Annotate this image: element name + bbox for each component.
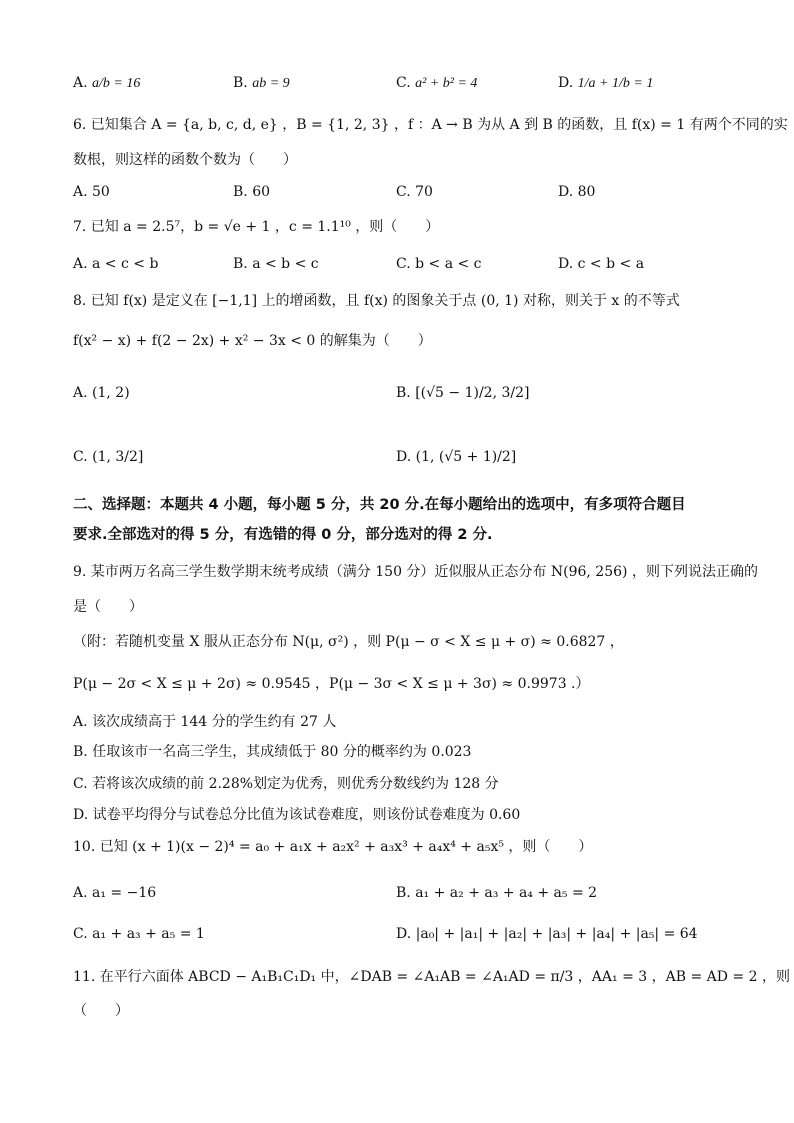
q6-option-b: B. 60 bbox=[233, 184, 271, 200]
section-2-heading-line2: 要求.全部选对的得 5 分，有选错的得 0 分，部分选对的得 2 分. bbox=[73, 527, 493, 543]
section-2-heading-line1: 二、选择题：本题共 4 小题，每小题 5 分，共 20 分.在每小题给出的选项中，有多项符合题目 bbox=[73, 497, 686, 513]
q7-option-c: C. b < a < c bbox=[396, 256, 482, 272]
q7-option-d: D. c < b < a bbox=[558, 256, 645, 272]
q8-option-d: D. (1, (√5 + 1)/2] bbox=[396, 449, 517, 465]
q8-option-c: C. (1, 3/2] bbox=[73, 449, 144, 465]
q10-option-c: C. a₁ + a₃ + a₅ = 1 bbox=[73, 926, 205, 942]
q9-option-c: C. 若将该次成绩的前 2.28%划定为优秀，则优秀分数线约为 128 分 bbox=[73, 776, 499, 792]
q7-stem: 7. 已知 a = 2.5⁷，b = √e + 1 ，c = 1.1¹⁰ ，则（ ） bbox=[73, 219, 440, 235]
q7-option-b: B. a < b < c bbox=[233, 256, 319, 272]
q5-option-a: A. a/b = 16 bbox=[73, 75, 141, 91]
q8-stem-line2: f(x² − x) + f(2 − 2x) + x² − 3x < 0 的解集为（ ） bbox=[73, 333, 432, 349]
q6-stem-line2: 数根，则这样的函数个数为（ ） bbox=[73, 152, 297, 168]
q6-option-c: C. 70 bbox=[396, 184, 433, 200]
q7-option-a: A. a < c < b bbox=[73, 256, 159, 272]
q6-option-d: D. 80 bbox=[558, 184, 596, 200]
q6-stem-line1: 6. 已知集合 A = {a, b, c, d, e} ，B = {1, 2, 3} ，f ：A → B 为从 A 到 B 的函数，且 f(x) = 1 有两个不同的实 bbox=[73, 117, 788, 133]
q8-option-b: B. [(√5 − 1)/2, 3/2] bbox=[396, 385, 530, 401]
q5-option-d: D. 1/a + 1/b = 1 bbox=[558, 75, 654, 91]
q5-option-b: B. ab = 9 bbox=[233, 75, 290, 91]
q9-option-a: A. 该次成绩高于 144 分的学生约有 27 人 bbox=[73, 714, 337, 730]
q11-stem-line2: （ ） bbox=[73, 1003, 129, 1019]
q9-option-d: D. 试卷平均得分与试卷总分比值为该试卷难度，则该份试卷难度为 0.60 bbox=[73, 807, 521, 823]
q10-stem: 10. 已知 (x + 1)(x − 2)⁴ = a₀ + a₁x + a₂x² + a₃x³ + a₄x⁴ + a₅x⁵ ，则（ ） bbox=[73, 839, 593, 855]
q9-option-b: B. 任取该市一名高三学生，其成绩低于 80 分的概率约为 0.023 bbox=[73, 744, 472, 760]
q9-note-line2: P(μ − 2σ < X ≤ μ + 2σ) ≈ 0.9545 ，P(μ − 3σ < X ≤ μ + 3σ) ≈ 0.9973 .） bbox=[73, 676, 590, 692]
q8-stem-line1: 8. 已知 f(x) 是定义在 [−1,1] 上的增函数，且 f(x) 的图象关于点 (0, 1) 对称，则关于 x 的不等式 bbox=[73, 293, 680, 309]
q5-option-c: C. a² + b² = 4 bbox=[396, 75, 478, 91]
q6-option-a: A. 50 bbox=[73, 184, 110, 200]
q11-stem-line1: 11. 在平行六面体 ABCD − A₁B₁C₁D₁ 中，∠DAB = ∠A₁AB = ∠A₁AD = π/3 ，AA₁ = 3 ，AB = AD = 2 ，则 bbox=[73, 969, 790, 985]
q10-option-a: A. a₁ = −16 bbox=[73, 885, 157, 901]
q10-option-b: B. a₁ + a₂ + a₃ + a₄ + a₅ = 2 bbox=[396, 885, 598, 901]
q8-option-a: A. (1, 2) bbox=[73, 385, 130, 401]
q9-stem-line1: 9. 某市两万名高三学生数学期末统考成绩（满分 150 分）近似服从正态分布 N(96, 256) ，则下列说法正确的 bbox=[73, 564, 758, 580]
q9-note-line1: （附：若随机变量 X 服从正态分布 N(μ, σ²) ，则 P(μ − σ < X ≤ μ + σ) ≈ 0.6827 ， bbox=[73, 634, 624, 650]
q9-stem-line2: 是（ ） bbox=[73, 599, 143, 615]
q10-option-d: D. |a₀| + |a₁| + |a₂| + |a₃| + |a₄| + |a₅| = 64 bbox=[396, 926, 698, 942]
